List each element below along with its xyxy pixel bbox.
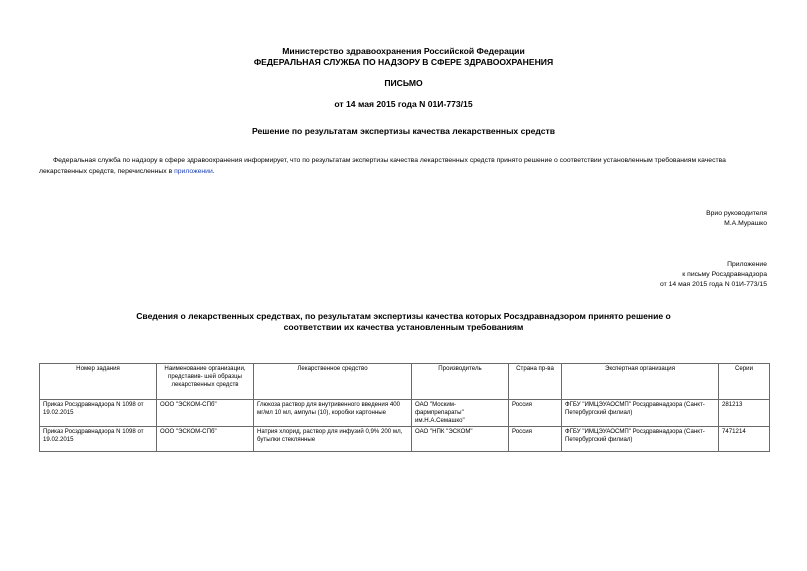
table-header-row (40, 364, 770, 400)
table-cell: Глюкоза раствор для внутривенного введения 400 мг/мл 10 мл, ампулы (10), коробки картонные (254, 400, 412, 427)
table-row (40, 400, 770, 427)
table-cell: ФГБУ "ИМЦЭУАОСМП" Росздравнадзора (Санкт-Петербургский филиал) (562, 400, 719, 427)
table-cell: ООО "ЭСКОМ-СПб" (157, 400, 254, 427)
appendix-title: Сведения о лекарственных средствах, по результатам экспертизы качества которых Росздравнадзором принято решение о соответствии их качества установленным требованиям (136, 311, 671, 332)
body-paragraph-line1: Федеральная служба по надзору в сфере здравоохранения информирует, что по результатам экспертизы качества лекарственных средств принято решение о соответствии установленным требованиям качества (53, 157, 726, 164)
table-cell: 281213 (719, 400, 770, 427)
table-cell: ООО "ЭСКОМ-СПб" (157, 427, 254, 452)
appendix-link[interactable]: приложении (174, 168, 213, 175)
table-cell: Приказ Росздравнадзора N 1098 от 19.02.2015 (40, 427, 157, 452)
table-cell: ФГБУ "ИМЦЭУАОСМП" Росздравнадзора (Санкт-Петербургский филиал) (562, 427, 719, 452)
signature-name: М.А.Мурашко (724, 220, 767, 227)
column-header: Страна пр-ва (509, 364, 562, 400)
table-cell: Россия (509, 427, 562, 452)
appendix-to-letter: к письму Росздравнадзора (682, 271, 767, 278)
table-cell: ОАО "НПК "ЭСКОМ" (412, 427, 509, 452)
signature-position: Врио руководителя (706, 210, 767, 217)
ministry-name: Министерство здравоохранения Российской Федерации (282, 46, 525, 56)
document-type: ПИСЬМО (384, 78, 423, 88)
table-row (40, 427, 770, 452)
document-subject: Решение по результатам экспертизы качества лекарственных средств (251, 126, 556, 136)
column-header: Серии (719, 364, 770, 400)
medicines-table (39, 363, 770, 452)
table-cell: Натрия хлорид, раствор для инфузий 0,9% 200 мл, бутылки стеклянные (254, 427, 412, 452)
table-cell: ОАО "Моским- фармпрепараты" им.Н.А.Семашко" (412, 400, 509, 427)
table-cell: Россия (509, 400, 562, 427)
body-paragraph-prefix: лекарственных средств, перечисленных в (39, 168, 175, 175)
service-name: ФЕДЕРАЛЬНАЯ СЛУЖБА ПО НАДЗОРУ В СФЕРЕ ЗДРАВООХРАНЕНИЯ (253, 57, 554, 67)
column-header: Экспертная организация (562, 364, 719, 400)
column-header: Лекарственное средство (254, 364, 412, 400)
column-header: Производитель (412, 364, 509, 400)
table-cell: 7471214 (719, 427, 770, 452)
table-cell: Приказ Росздравнадзора N 1098 от 19.02.2015 (40, 400, 157, 427)
document-date: от 14 мая 2015 года N 01И-773/15 (334, 99, 473, 109)
appendix-label: Приложение (727, 261, 767, 268)
appendix-date: от 14 мая 2015 года N 01И-773/15 (659, 281, 767, 288)
column-header: Наименование организации, представив- шей образцы лекарственных средств (157, 364, 254, 400)
body-paragraph-suffix: . (212, 168, 215, 175)
column-header: Номер задания (40, 364, 157, 400)
body-paragraph-line2 (39, 166, 215, 177)
